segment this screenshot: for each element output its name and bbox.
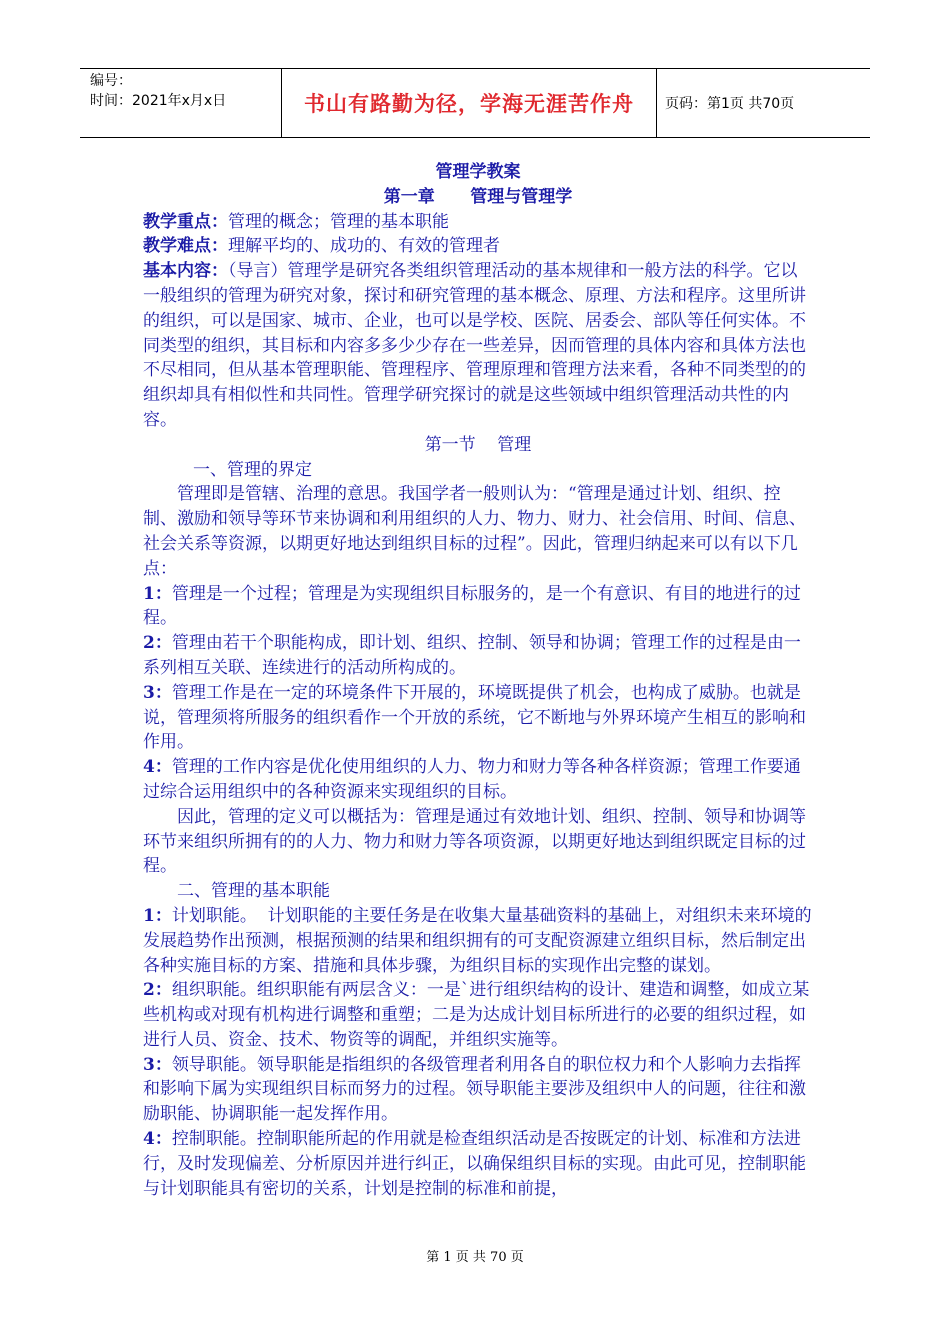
document-body	[143, 160, 813, 1201]
function-2	[143, 978, 813, 1052]
content-label: 基本内容：	[143, 261, 228, 282]
function-3-text: 领导职能。领导职能是指组织的各级管理者利用各自的职位权力和个人影响力去指挥和影响下属为实现组织目标而努力的过程。领导职能主要涉及组织中人的问题，往往和激励职能、协调职能一起发挥作用。	[143, 1054, 806, 1125]
point-4-number: 4：	[143, 757, 172, 778]
function-4	[143, 1127, 813, 1201]
teaching-difficulty	[143, 234, 813, 259]
header-number: 编号：	[90, 73, 132, 89]
summary-paragraph: 因此，管理的定义可以概括为：管理是通过有效地计划、组织、控制、领导和协调等环节来组织所拥有的的人力、物力和财力等各项资源，以期更好地达到组织既定目标的过程。	[143, 806, 806, 877]
function-4-number: 4：	[143, 1129, 172, 1150]
header-page-info: 页码：第1页 共70页	[665, 96, 795, 112]
point-1-number: 1：	[143, 583, 172, 604]
doc-title: 管理学教案	[435, 162, 521, 182]
function-3	[143, 1053, 813, 1127]
header-date: 时间：2021年x月x日	[90, 93, 227, 109]
content-text: （导言）管理学是研究各类组织管理活动的基本规律和一般方法的科学。它以一般组织的管理为研究对象，探讨和研究管理的基本概念、原理、方法和程序。这里所讲的组织，可以是国家、城市、企业，也可以是学校、医院、居委会、部队等任何实体。不同类型的组织，其目标和内容多多少少存在一些差异，因而管理的具体内容和具体方法也不尽相同，但从基本管理职能、管理程序、管理原理和管理方法来看，各种不同类型的的组织却具有相似性和共同性。管理学研究探讨的就是这些领域中组织管理活动共性的内容。	[143, 261, 806, 430]
point-3	[143, 681, 813, 755]
section-title: 第一节 管理	[424, 434, 532, 455]
function-2-number: 2：	[143, 980, 172, 1001]
function-1-number: 1：	[143, 905, 172, 926]
basic-content	[143, 259, 813, 433]
teaching-focus	[143, 210, 813, 235]
subheading-functions: 二、管理的基本职能	[177, 881, 330, 902]
function-2-text: 组织职能。组织职能有两层含义：一是`进行组织结构的设计、建造和调整，如成立某些机构或对现有机构进行调整和重塑；二是为达成计划目标所进行的必要的组织过程，如进行人员、资金、技术、物资等的调配，并组织实施等。	[143, 980, 810, 1050]
difficulty-text: 理解平均的、成功的、有效的管理者	[228, 236, 500, 257]
point-2-number: 2：	[143, 633, 172, 654]
point-2-text: 管理由若干个职能构成，即计划、组织、控制、领导和协调；管理工作的过程是由一系列相互关联、连续进行的活动所构成的。	[143, 633, 801, 678]
point-1-text: 管理是一个过程；管理是为实现组织目标服务的，是一个有意识、有目的地进行的过程。	[143, 583, 801, 629]
point-2	[143, 631, 813, 681]
point-3-number: 3：	[143, 682, 172, 703]
focus-label: 教学重点：	[143, 211, 228, 232]
function-3-number: 3：	[143, 1054, 172, 1075]
point-3-text: 管理工作是在一定的环境条件下开展的，环境既提供了机会，也构成了威胁。也就是说，管理须将所服务的组织看作一个开放的系统，它不断地与外界环境产生相互的影响和作用。	[143, 682, 806, 753]
point-1	[143, 582, 813, 632]
focus-text: 管理的概念；管理的基本职能	[228, 211, 449, 232]
function-4-text: 控制职能。控制职能所起的作用就是检查组织活动是否按既定的计划、标准和方法进行，及时发现偏差、分析原因并进行纠正，以确保组织目标的实现。由此可见，控制职能与计划职能具有密切的关系，计划是控制的标准和前提，	[143, 1129, 806, 1199]
definition-paragraph: 管理即是管辖、治理的意思。我国学者一般则认为：“管理是通过计划、组织、控制、激励和领导等环节来协调和利用组织的人力、物力、财力、社会信用、时间、信息、社会关系等资源，以期更好地达到组织目标的过程”。因此，管理归纳起来可以有以下几点：	[143, 484, 806, 579]
point-4-text: 管理的工作内容是优化使用组织的人力、物力和财力等各种各样资源；管理工作要通过综合运用组织中的各种资源来实现组织的目标。	[143, 757, 801, 802]
header-meta	[80, 69, 282, 137]
point-4	[143, 755, 813, 805]
header-motto: 书山有路勤为径，学海无涯苦作舟	[282, 69, 657, 137]
page-footer: 第 1 页 共 70 页	[426, 1250, 524, 1265]
page-header	[80, 68, 870, 138]
difficulty-label: 教学难点：	[143, 236, 228, 257]
chapter-title: 第一章 管理与管理学	[383, 186, 573, 207]
function-1	[143, 904, 813, 978]
function-1-text: 计划职能。 计划职能的主要任务是在收集大量基础资料的基础上，对组织未来环境的发展趋势作出预测，根据预测的结果和组织拥有的可支配资源建立组织目标，然后制定出各种实施目标的方案、措施和具体步骤，为组织目标的实现作出完整的谋划。	[143, 905, 812, 976]
subheading-definition: 一、管理的界定	[193, 459, 312, 480]
